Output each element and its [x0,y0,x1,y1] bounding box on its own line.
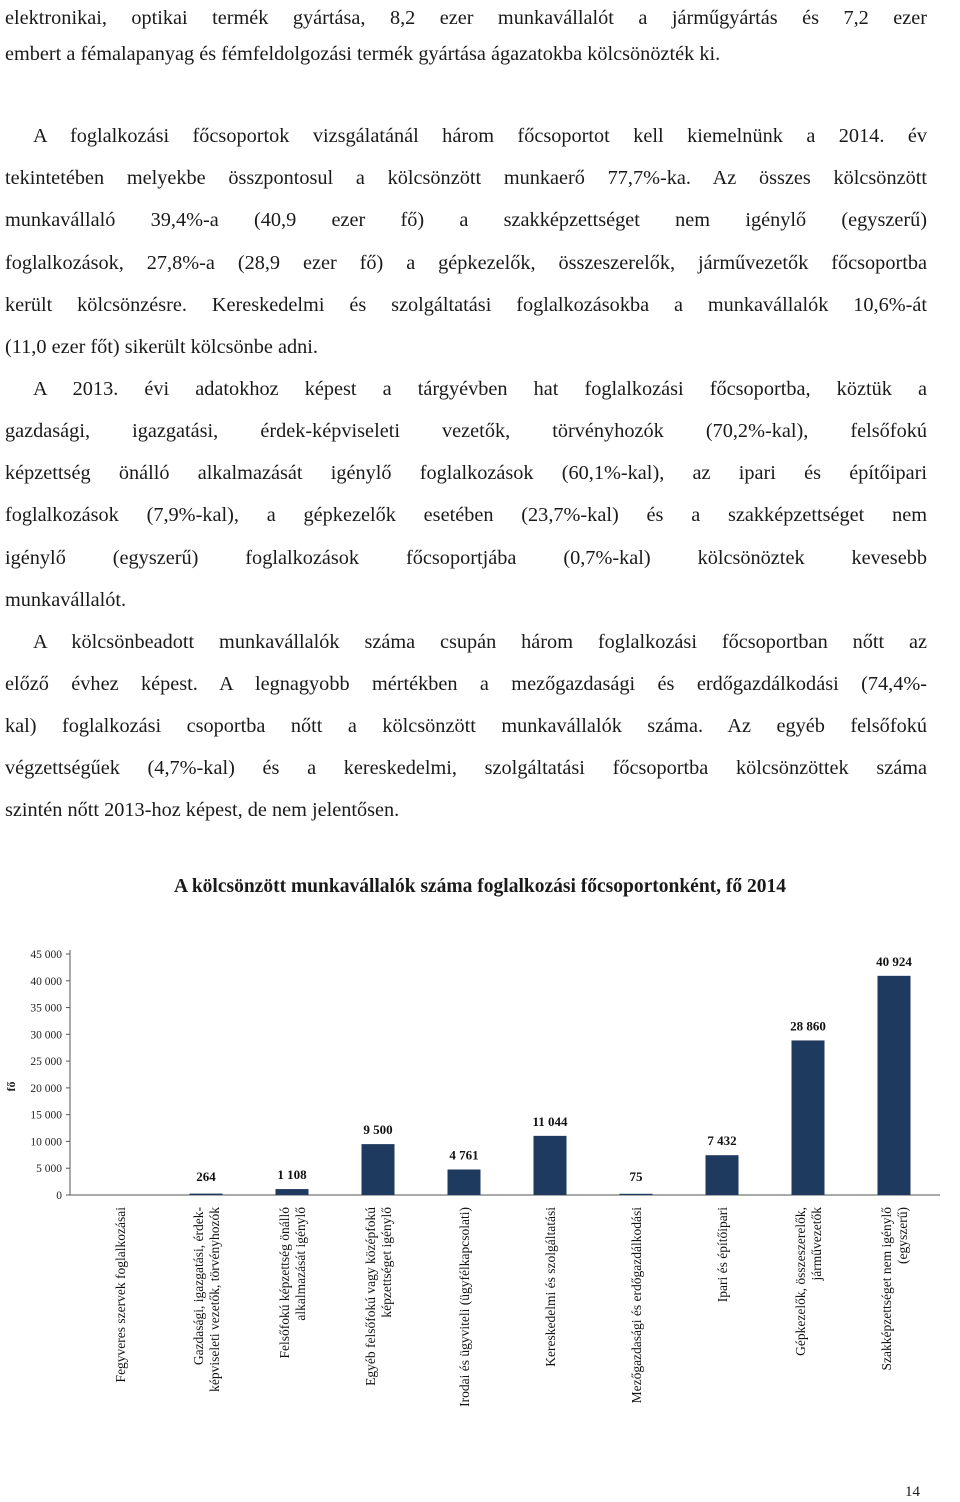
bar-value-label: 28 860 [790,1018,826,1034]
x-category-label: Kereskedelmi és szolgáltatási [543,1207,558,1367]
paragraph-line: munkavállalót. [5,589,127,611]
bar [190,1194,223,1195]
paragraph-line: igénylő (egyszerű) foglalkozások főcsoportjába (0,7%-kal) kölcsönöztek kevesebb [5,547,927,569]
x-category-label: Gépkezelők, összeszerelők, [793,1207,808,1356]
bar-value-label: 264 [196,1169,216,1184]
bar-value-label: 1 108 [277,1167,307,1183]
bar-value-label: 11 044 [532,1113,568,1129]
paragraph-line: munkavállaló 39,4%-a (40,9 ezer fő) a szakképzettséget nem igénylő (egyszerű) [5,209,927,231]
y-tick-label: 30 000 [30,1029,62,1042]
x-category-label: járművezetők [809,1207,824,1281]
paragraph-line: A 2013. évi adatokhoz képest a tárgyévben hat foglalkozási főcsoportba, köztük a [33,378,927,400]
bar [878,976,911,1195]
bar-value-label: 40 924 [876,953,912,969]
y-tick-label: 20 000 [30,1082,62,1095]
x-category-label: Irodai és ügyviteli (ügyfélkapcsolati) [457,1207,472,1407]
bar [362,1144,395,1195]
bar [448,1170,481,1195]
y-axis-title: fő [4,1081,18,1092]
paragraph-line: szintén nőtt 2013-hoz képest, de nem jelentősen. [5,799,400,821]
x-category-label: Szakképzettséget nem igénylő [879,1207,894,1371]
x-category-label: Fegyveres szervek foglalkozásai [113,1207,128,1383]
x-category-label: Gazdasági, igazgatási, érdek- [191,1207,206,1366]
bar [706,1155,739,1195]
bar-value-label: 75 [629,1169,643,1184]
y-tick-label: 0 [56,1190,62,1202]
bar [620,1194,653,1195]
bar-value-label: 7 432 [707,1133,737,1149]
paragraph-line: előző évhez képest. A legnagyobb mértékben a mezőgazdasági és erdőgazdálkodási (74,4%- [5,673,927,695]
y-tick-label: 5 000 [36,1163,62,1176]
paragraph-line: A kölcsönbeadott munkavállalók száma csupán három foglalkozási főcsoportban nőtt az [33,631,927,653]
bar [792,1040,825,1195]
y-tick-label: 45 000 [30,949,62,961]
bar-value-label: 9 500 [363,1122,393,1138]
x-category-label: (egyszerű) [895,1207,910,1264]
chart-title: A kölcsönzött munkavállalók száma foglalkozási főcsoportonként, fő 2014 [173,876,787,897]
paragraph-line: foglalkozások (7,9%-kal), a gépkezelők esetében (23,7%-kal) és a szakképzettséget nem [5,504,927,526]
paragraph-line: embert a fémalapanyag és fémfeldolgozási termék gyártása ágazatokba kölcsönözték ki. [5,43,721,65]
y-tick-label: 40 000 [30,975,62,988]
x-category-label: Mezőgazdasági és erdőgazdálkodási [629,1207,644,1404]
bar-chart [0,870,960,1470]
y-tick-label: 25 000 [30,1056,62,1069]
paragraph-line: gazdasági, igazgatási, érdek-képviseleti vezetők, törvényhozók (70,2%-kal), felsőfokú [5,420,927,442]
paragraph-line: kal) foglalkozási csoportba nőtt a kölcsönzött munkavállalók száma. Az egyéb felsőfokú [5,715,927,737]
page-number: 14 [905,1484,920,1500]
paragraph-line: elektronikai, optikai termék gyártása, 8,2 ezer munkavállalót a járműgyártás és 7,2 ezer [5,7,927,29]
paragraph-line: végzettségűek (4,7%-kal) és a kereskedelmi, szolgáltatási főcsoportba kölcsönzöttek száma [5,757,927,779]
paragraph-line: képzettség önálló alkalmazását igénylő foglalkozások (60,1%-kal), az ipari és építőipari [5,462,927,484]
bar-value-label: 4 761 [449,1147,479,1163]
x-category-label: Egyéb felsőfokú vagy középfokú [363,1207,378,1386]
y-tick-label: 10 000 [30,1136,62,1149]
paragraph-line: tekintetében melyekbe összpontosul a kölcsönzött munkaerő 77,7%-ka. Az összes kölcsönzött [5,167,927,189]
paragraph-line: foglalkozások, 27,8%-a (28,9 ezer fő) a gépkezelők, összeszerelők, járművezetők főcsoportba [5,252,927,274]
x-category-label: Ipari és építőipari [715,1207,730,1303]
paragraph-line: A foglalkozási főcsoportok vizsgálatánál három főcsoportot kell kiemelnünk a 2014. év [33,125,927,147]
bar [534,1136,567,1195]
paragraph-line: (11,0 ezer főt) sikerült kölcsönbe adni. [5,336,318,358]
x-category-label: képzettséget igénylő [379,1207,394,1318]
bar [276,1189,309,1195]
x-category-label: képviseleti vezetők, törvényhozók [207,1207,222,1392]
x-category-label: alkalmazását igénylő [293,1207,308,1321]
paragraph-line: került kölcsönzésre. Kereskedelmi és szolgáltatási foglalkozásokba a munkavállalók 10,6%-át [5,294,927,316]
y-tick-label: 35 000 [30,1002,62,1015]
x-category-label: Felsőfokú képzettség önálló [277,1207,292,1359]
y-tick-label: 15 000 [30,1109,62,1122]
